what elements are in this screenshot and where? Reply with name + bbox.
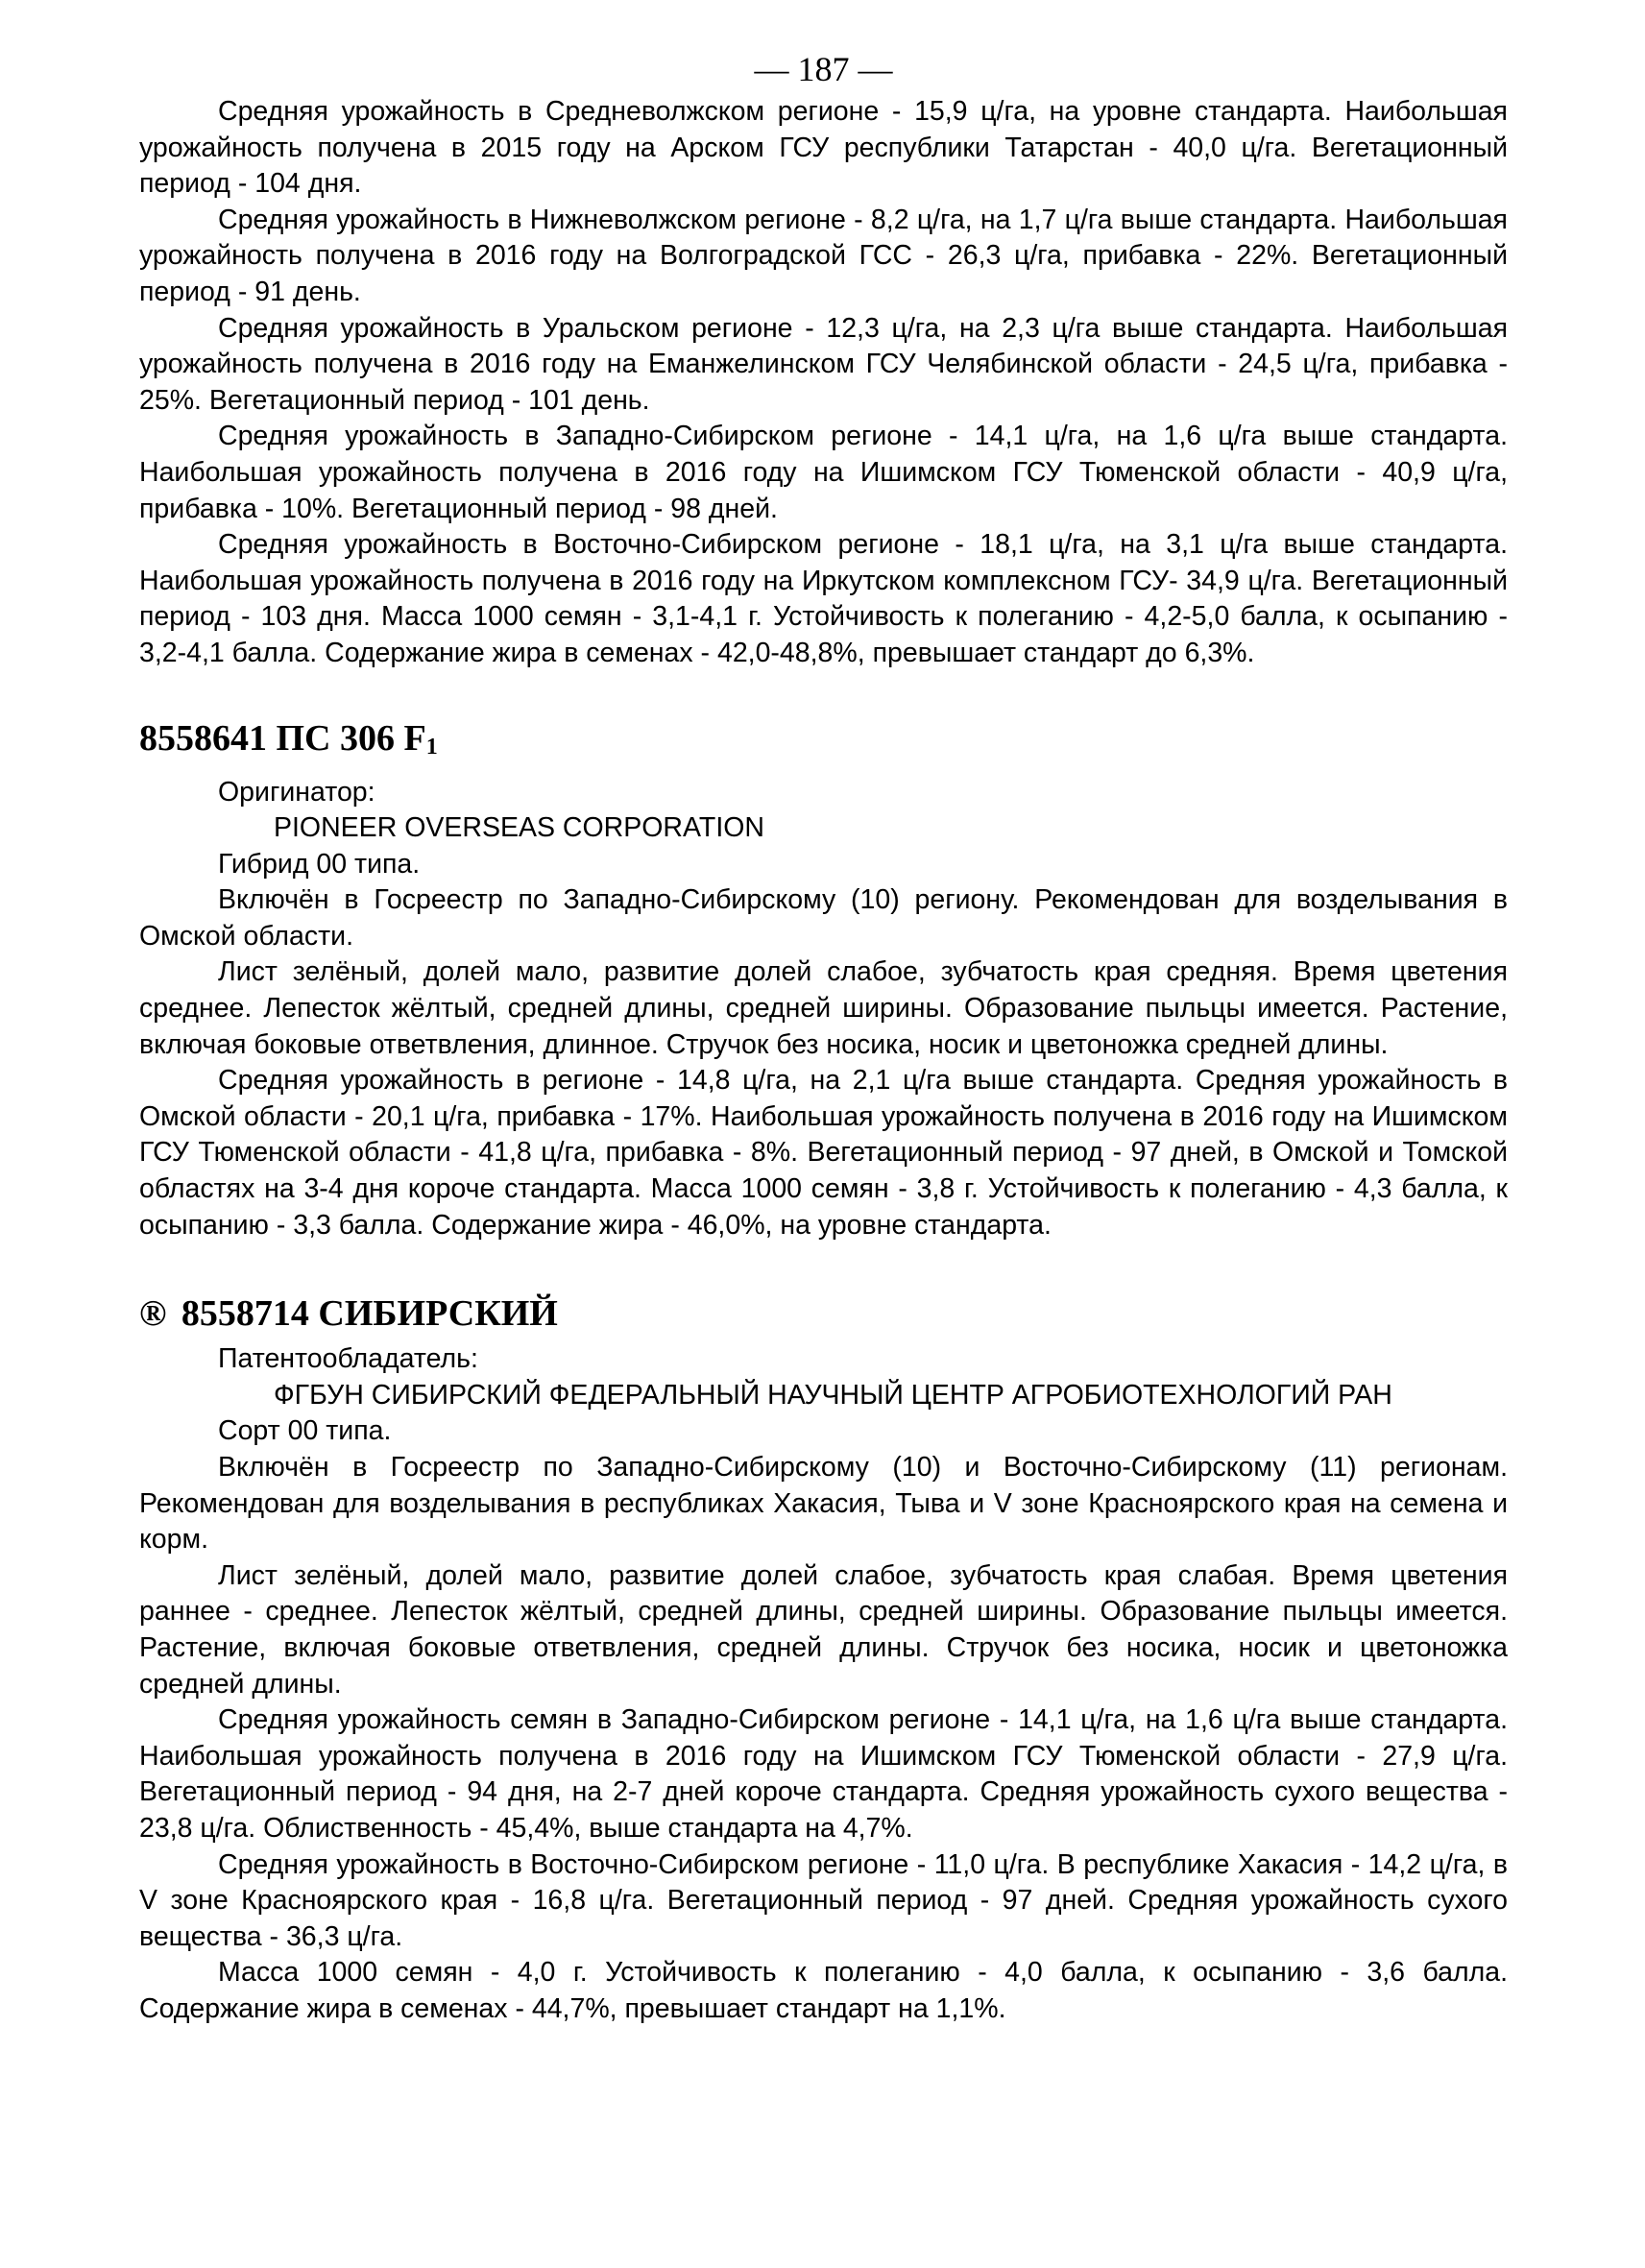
intro-section [139, 94, 1508, 672]
registered-mark-icon: ® [139, 1293, 167, 1335]
entry-paragraph: Лист зелёный, долей мало, развитие долей слабое, зубчатость края слабая. Время цветения раннее - среднее. Лепесток жёлтый, средней длины, средней ширины. Образование пыльцы имеется. Растение, включая боковые ответвления, средней длины. Стручок без носика, носик и цветоножка средней длины. [139, 1559, 1508, 1700]
document-page [139, 50, 1508, 2028]
entry-paragraph: Лист зелёный, долей мало, развитие долей слабое, зубчатость края средняя. Время цветения среднее. Лепесток жёлтый, средней длины, средней ширины. Образование пыльцы имеется. Растение, включая боковые ответвления, длинное. Стручок без носика, носик и цветоножка средней длины. [139, 956, 1508, 1060]
entry-paragraph: Средняя урожайность в Восточно-Сибирском регионе - 11,0 ц/га. В республике Хакасия - 14,2 ц/га, в V зоне Красноярского края - 16,8 ц/га. Вегетационный период - 97 дней. Средняя урожайность сухого вещества - 36,3 ц/га. [139, 1848, 1508, 1952]
entry-heading [139, 716, 1508, 769]
entry-name: ПС 306 F [276, 717, 426, 759]
entry-name-subscript: 1 [425, 734, 438, 760]
entry-code: 8558641 [139, 717, 267, 759]
entry-heading [139, 1291, 1508, 1336]
intro-paragraph: Средняя урожайность в Восточно-Сибирском регионе - 18,1 ц/га, на 3,1 ц/га выше стандарта. Наибольшая урожайность получена в 2016 году на Иркутском комплексном ГСУ- 34,9 ц/га. Вегетационный период - 103 дня. Масса 1000 семян - 3,1-4,1 г. Устойчивость к полеганию - 4,2-5,0 балла, к осыпанию - 3,2-4,1 балла. Содержание жира в семенах - 42,0-48,8%, превышает стандарт до 6,3%. [139, 529, 1508, 668]
originator-label: Оригинатор: [218, 776, 375, 808]
intro-paragraph: Средняя урожайность в Средневолжском регионе - 15,9 ц/га, на уровне стандарта. Наибольшая урожайность получена в 2015 году на Арском ГСУ республики Татарстан - 40,0 ц/га. Вегетационный период - 104 дня. [139, 96, 1508, 200]
entry-paragraph: Средняя урожайность семян в Западно-Сибирском регионе - 14,1 ц/га, на 1,6 ц/га выше стандарта. Наибольшая урожайность получена в 2016 году на Ишимском ГСУ Тюменской области - 27,9 ц/га. Вегетационный период - 94 дня, на 2-7 дней короче стандарта. Средняя урожайность сухого вещества - 23,8 ц/га. Облиственность - 45,4%, выше стандарта на 4,7%. [139, 1704, 1508, 1844]
entry-type: Сорт 00 типа. [218, 1415, 392, 1447]
entry-ps306 [139, 716, 1508, 1244]
originator-name: PIONEER OVERSEAS CORPORATION [274, 812, 764, 844]
entry-type: Гибрид 00 типа. [218, 848, 421, 880]
page-number: — 187 — [754, 50, 893, 88]
entry-code: 8558714 [181, 1293, 309, 1335]
entry-paragraph: Средняя урожайность в регионе - 14,8 ц/га, на 2,1 ц/га выше стандарта. Средняя урожайность в Омской области - 20,1 ц/га, прибавка - 17%. Наибольшая урожайность получена в 2016 году на Ишимском ГСУ Тюменской области - 41,8 ц/га, прибавка - 8%. Вегетационный период - 97 дней, в Омской и Томской областях на 3-4 дня короче стандарта. Масса 1000 семян - 3,8 г. Устойчивость к полеганию - 4,3 балла, к осыпанию - 3,3 балла. Содержание жира - 46,0%, на уровне стандарта. [139, 1065, 1508, 1241]
intro-paragraph: Средняя урожайность в Западно-Сибирском регионе - 14,1 ц/га, на 1,6 ц/га выше стандарта. Наибольшая урожайность получена в 2016 году на Ишимском ГСУ Тюменской области - 40,9 ц/га, прибавка - 10%. Вегетационный период - 98 дней. [139, 421, 1508, 524]
intro-paragraph: Средняя урожайность в Уральском регионе - 12,3 ц/га, на 2,3 ц/га выше стандарта. Наибольшая урожайность получена в 2016 году на Еманжелинском ГСУ Челябинской области - 24,5 ц/га, прибавка - 25%. Вегетационный период - 101 день. [139, 312, 1508, 416]
entry-paragraph: Включён в Госреестр по Западно-Сибирскому (10) региону. Рекомендован для возделывания в Омской области. [139, 884, 1508, 952]
entry-sibirskiy [139, 1291, 1508, 2027]
patent-holder-name: ФГБУН СИБИРСКИЙ ФЕДЕРАЛЬНЫЙ НАУЧНЫЙ ЦЕНТР АГРОБИОТЕХНОЛОГИЙ РАН [274, 1379, 1392, 1411]
entry-name: СИБИРСКИЙ [318, 1293, 558, 1335]
intro-paragraph: Средняя урожайность в Нижневолжском регионе - 8,2 ц/га, на 1,7 ц/га выше стандарта. Наибольшая урожайность получена в 2016 году на Волгоградской ГСС - 26,3 ц/га, прибавка - 22%. Вегетационный период - 91 день. [139, 204, 1508, 307]
entry-paragraph: Включён в Госреестр по Западно-Сибирскому (10) и Восточно-Сибирскому (11) регионам. Рекомендован для возделывания в республиках Хакасия, Тыва и V зоне Красноярского края на семена и корм. [139, 1452, 1508, 1556]
entry-paragraph: Масса 1000 семян - 4,0 г. Устойчивость к полеганию - 4,0 балла, к осыпанию - 3,6 балла. Содержание жира в семенах - 44,7%, превышает стандарт на 1,1%. [139, 1957, 1508, 2024]
patent-holder-label: Патентообладатель: [218, 1343, 478, 1375]
